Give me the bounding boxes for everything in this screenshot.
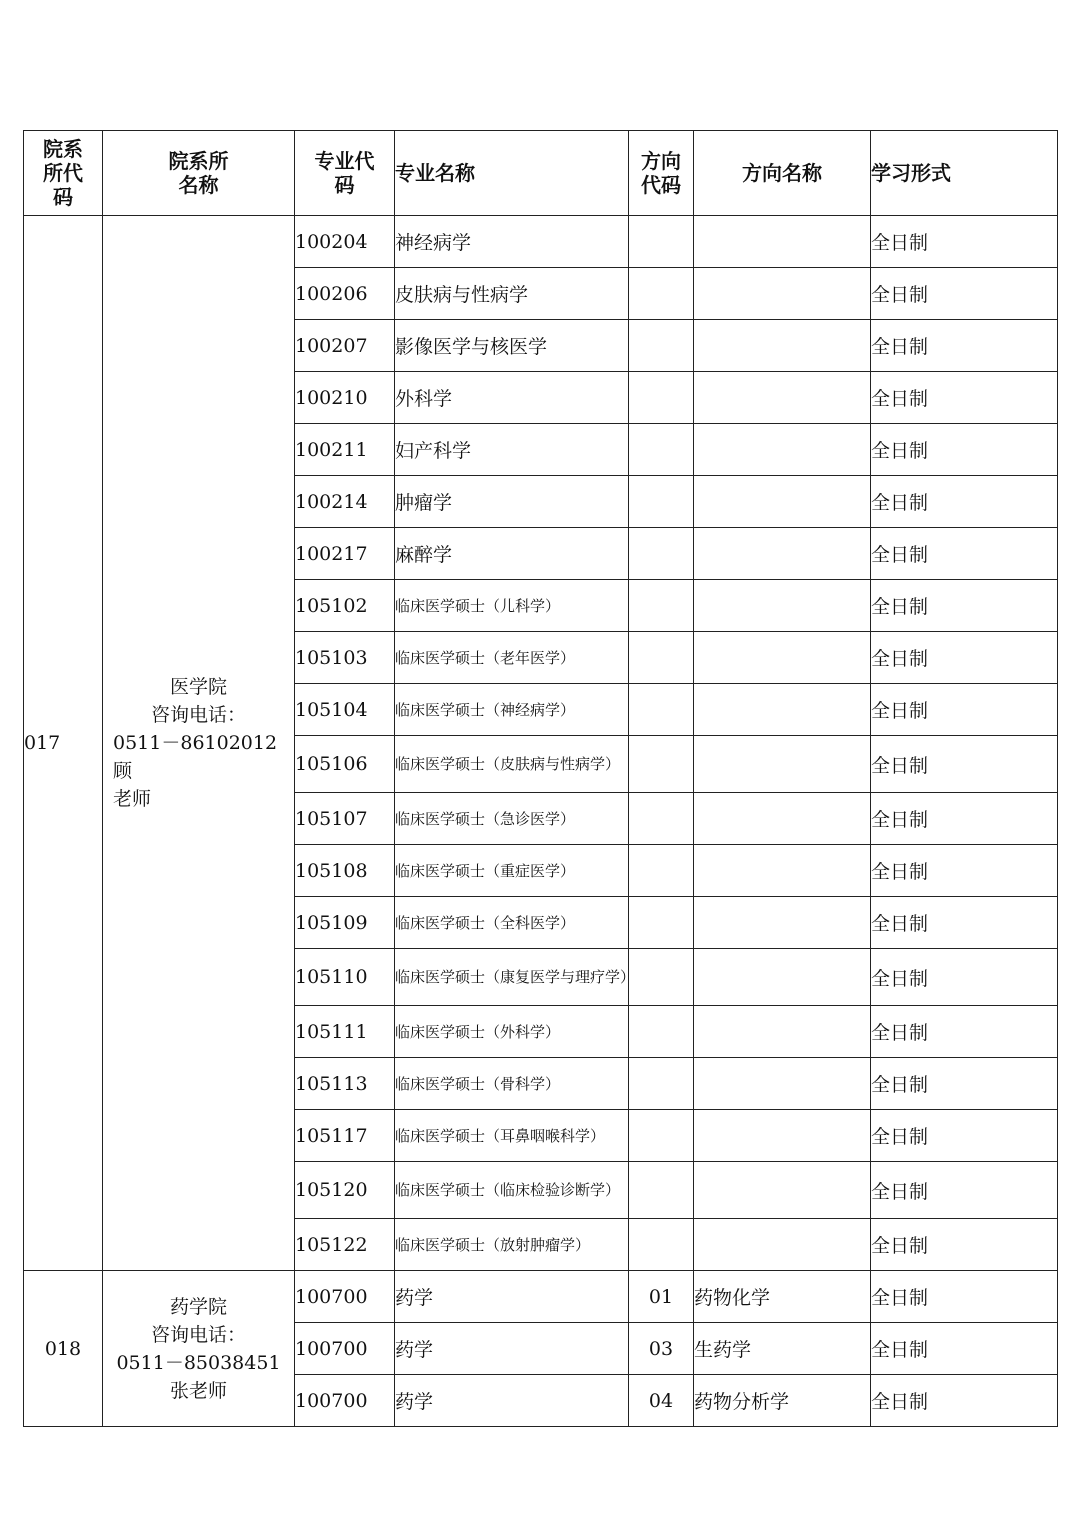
header-study-form: 学习形式	[871, 131, 1058, 216]
study-form-cell: 全日制	[871, 736, 1058, 793]
dir-code-cell	[629, 476, 694, 528]
dir-name-cell	[694, 528, 871, 580]
study-form-cell: 全日制	[871, 845, 1058, 897]
major-name-cell: 皮肤病与性病学	[395, 268, 629, 320]
major-code-cell: 105109	[295, 897, 395, 949]
study-form-cell: 全日制	[871, 1006, 1058, 1058]
dir-name-cell	[694, 320, 871, 372]
study-form-cell: 全日制	[871, 1110, 1058, 1162]
dir-code-cell	[629, 216, 694, 268]
dir-code-cell	[629, 793, 694, 845]
study-form-cell: 全日制	[871, 528, 1058, 580]
dir-name-cell	[694, 580, 871, 632]
major-name-cell: 临床医学硕士（耳鼻咽喉科学）	[395, 1110, 629, 1162]
major-code-cell: 105122	[295, 1219, 395, 1271]
study-form-cell: 全日制	[871, 268, 1058, 320]
admissions-table	[23, 130, 1058, 1427]
major-code-cell: 105113	[295, 1058, 395, 1110]
dept-phone: 0511－85038451	[116, 1351, 281, 1374]
major-code-cell: 100700	[295, 1375, 395, 1427]
major-name-cell: 麻醉学	[395, 528, 629, 580]
major-name-cell: 临床医学硕士（临床检验诊断学）	[395, 1162, 629, 1219]
major-code-cell: 100217	[295, 528, 395, 580]
dir-name-cell	[694, 216, 871, 268]
header-dir-code: 方向 代码	[629, 131, 694, 216]
dept-phone-label: 咨询电话：	[150, 1323, 246, 1346]
dept-name: 药学院	[169, 1295, 227, 1318]
major-code-cell: 105107	[295, 793, 395, 845]
dir-code-cell	[629, 1006, 694, 1058]
major-code-cell: 100210	[295, 372, 395, 424]
major-code-cell: 105104	[295, 684, 395, 736]
study-form-cell: 全日制	[871, 580, 1058, 632]
major-name-cell: 临床医学硕士（外科学）	[395, 1006, 629, 1058]
major-name-cell: 临床医学硕士（全科医学）	[395, 897, 629, 949]
dir-name-cell	[694, 845, 871, 897]
major-code-cell: 105103	[295, 632, 395, 684]
major-code-cell: 100207	[295, 320, 395, 372]
major-code-cell: 100211	[295, 424, 395, 476]
dir-name-cell	[694, 949, 871, 1006]
study-form-cell: 全日制	[871, 320, 1058, 372]
study-form-cell: 全日制	[871, 897, 1058, 949]
dir-code-cell	[629, 320, 694, 372]
dir-code-cell	[629, 684, 694, 736]
study-form-cell: 全日制	[871, 1375, 1058, 1427]
study-form-cell: 全日制	[871, 424, 1058, 476]
dir-code-cell	[629, 1058, 694, 1110]
dir-code-cell	[629, 1110, 694, 1162]
major-name-cell: 药学	[395, 1375, 629, 1427]
major-name-cell: 临床医学硕士（重症医学）	[395, 845, 629, 897]
table-row	[24, 216, 1058, 268]
dir-name-cell	[694, 268, 871, 320]
dept-phone: 0511－86102012 顾	[113, 732, 278, 782]
major-code-cell: 100700	[295, 1323, 395, 1375]
dir-name-cell	[694, 1006, 871, 1058]
dept-contact: 张老师	[169, 1379, 227, 1402]
study-form-cell: 全日制	[871, 1162, 1058, 1219]
header-major-name: 专业名称	[395, 131, 629, 216]
major-code-cell: 105110	[295, 949, 395, 1006]
major-code-cell: 105108	[295, 845, 395, 897]
table-row	[24, 1271, 1058, 1323]
study-form-cell: 全日制	[871, 684, 1058, 736]
major-code-cell: 100204	[295, 216, 395, 268]
major-name-cell: 临床医学硕士（急诊医学）	[395, 793, 629, 845]
dept-code-cell: 018	[24, 1271, 103, 1427]
dir-name-cell: 药物化学	[694, 1271, 871, 1323]
major-code-cell: 105111	[295, 1006, 395, 1058]
major-code-cell: 105120	[295, 1162, 395, 1219]
dir-code-cell	[629, 1219, 694, 1271]
dir-code-cell	[629, 845, 694, 897]
study-form-cell: 全日制	[871, 793, 1058, 845]
dept-name: 医学院	[169, 676, 227, 698]
dir-name-cell	[694, 1110, 871, 1162]
major-name-cell: 临床医学硕士（放射肿瘤学）	[395, 1219, 629, 1271]
header-dir-name: 方向名称	[694, 131, 871, 216]
dir-code-cell	[629, 268, 694, 320]
major-code-cell: 100206	[295, 268, 395, 320]
major-name-cell: 妇产科学	[395, 424, 629, 476]
major-name-cell: 临床医学硕士（老年医学）	[395, 632, 629, 684]
dir-name-cell: 药物分析学	[694, 1375, 871, 1427]
dir-code-cell	[629, 580, 694, 632]
header-row	[24, 131, 1058, 216]
dir-name-cell	[694, 1058, 871, 1110]
dir-name-cell	[694, 1162, 871, 1219]
header-dept-code: 院系 所代 码	[24, 131, 103, 216]
dir-name-cell	[694, 793, 871, 845]
dept-phone-label: 咨询电话：	[150, 704, 246, 726]
dir-name-cell	[694, 424, 871, 476]
dept-name-cell	[103, 216, 295, 1271]
dir-code-cell	[629, 949, 694, 1006]
dir-name-cell	[694, 632, 871, 684]
study-form-cell: 全日制	[871, 1271, 1058, 1323]
study-form-cell: 全日制	[871, 372, 1058, 424]
header-major-code: 专业代 码	[295, 131, 395, 216]
major-code-cell: 105102	[295, 580, 395, 632]
major-name-cell: 药学	[395, 1323, 629, 1375]
study-form-cell: 全日制	[871, 216, 1058, 268]
table-body	[24, 216, 1058, 1427]
major-name-cell: 外科学	[395, 372, 629, 424]
dir-code-cell	[629, 424, 694, 476]
major-name-cell: 肿瘤学	[395, 476, 629, 528]
dir-name-cell	[694, 736, 871, 793]
major-name-cell: 药学	[395, 1271, 629, 1323]
dir-code-cell	[629, 372, 694, 424]
major-name-cell: 临床医学硕士（神经病学）	[395, 684, 629, 736]
study-form-cell: 全日制	[871, 632, 1058, 684]
dept-contact: 老师	[113, 788, 152, 810]
dir-code-cell	[629, 528, 694, 580]
major-name-cell: 临床医学硕士（皮肤病与性病学）	[395, 736, 629, 793]
study-form-cell: 全日制	[871, 476, 1058, 528]
header-dept-name: 院系所 名称	[103, 131, 295, 216]
major-name-cell: 影像医学与核医学	[395, 320, 629, 372]
dir-code-cell: 01	[629, 1271, 694, 1323]
major-name-cell: 神经病学	[395, 216, 629, 268]
dir-name-cell	[694, 684, 871, 736]
dir-name-cell	[694, 1219, 871, 1271]
major-name-cell: 临床医学硕士（儿科学）	[395, 580, 629, 632]
major-code-cell: 100214	[295, 476, 395, 528]
dir-name-cell	[694, 372, 871, 424]
dir-code-cell	[629, 736, 694, 793]
dir-code-cell: 03	[629, 1323, 694, 1375]
dir-code-cell	[629, 632, 694, 684]
major-name-cell: 临床医学硕士（骨科学）	[395, 1058, 629, 1110]
dir-name-cell	[694, 897, 871, 949]
study-form-cell: 全日制	[871, 1219, 1058, 1271]
dir-name-cell: 生药学	[694, 1323, 871, 1375]
major-code-cell: 105106	[295, 736, 395, 793]
study-form-cell: 全日制	[871, 1323, 1058, 1375]
dir-code-cell	[629, 897, 694, 949]
major-code-cell: 100700	[295, 1271, 395, 1323]
dir-name-cell	[694, 476, 871, 528]
dir-code-cell: 04	[629, 1375, 694, 1427]
study-form-cell: 全日制	[871, 1058, 1058, 1110]
major-code-cell: 105117	[295, 1110, 395, 1162]
dept-code-cell: 017	[24, 216, 103, 1271]
dir-code-cell	[629, 1162, 694, 1219]
study-form-cell: 全日制	[871, 949, 1058, 1006]
major-name-cell: 临床医学硕士（康复医学与理疗学）	[395, 949, 629, 1006]
dept-name-cell	[103, 1271, 295, 1427]
